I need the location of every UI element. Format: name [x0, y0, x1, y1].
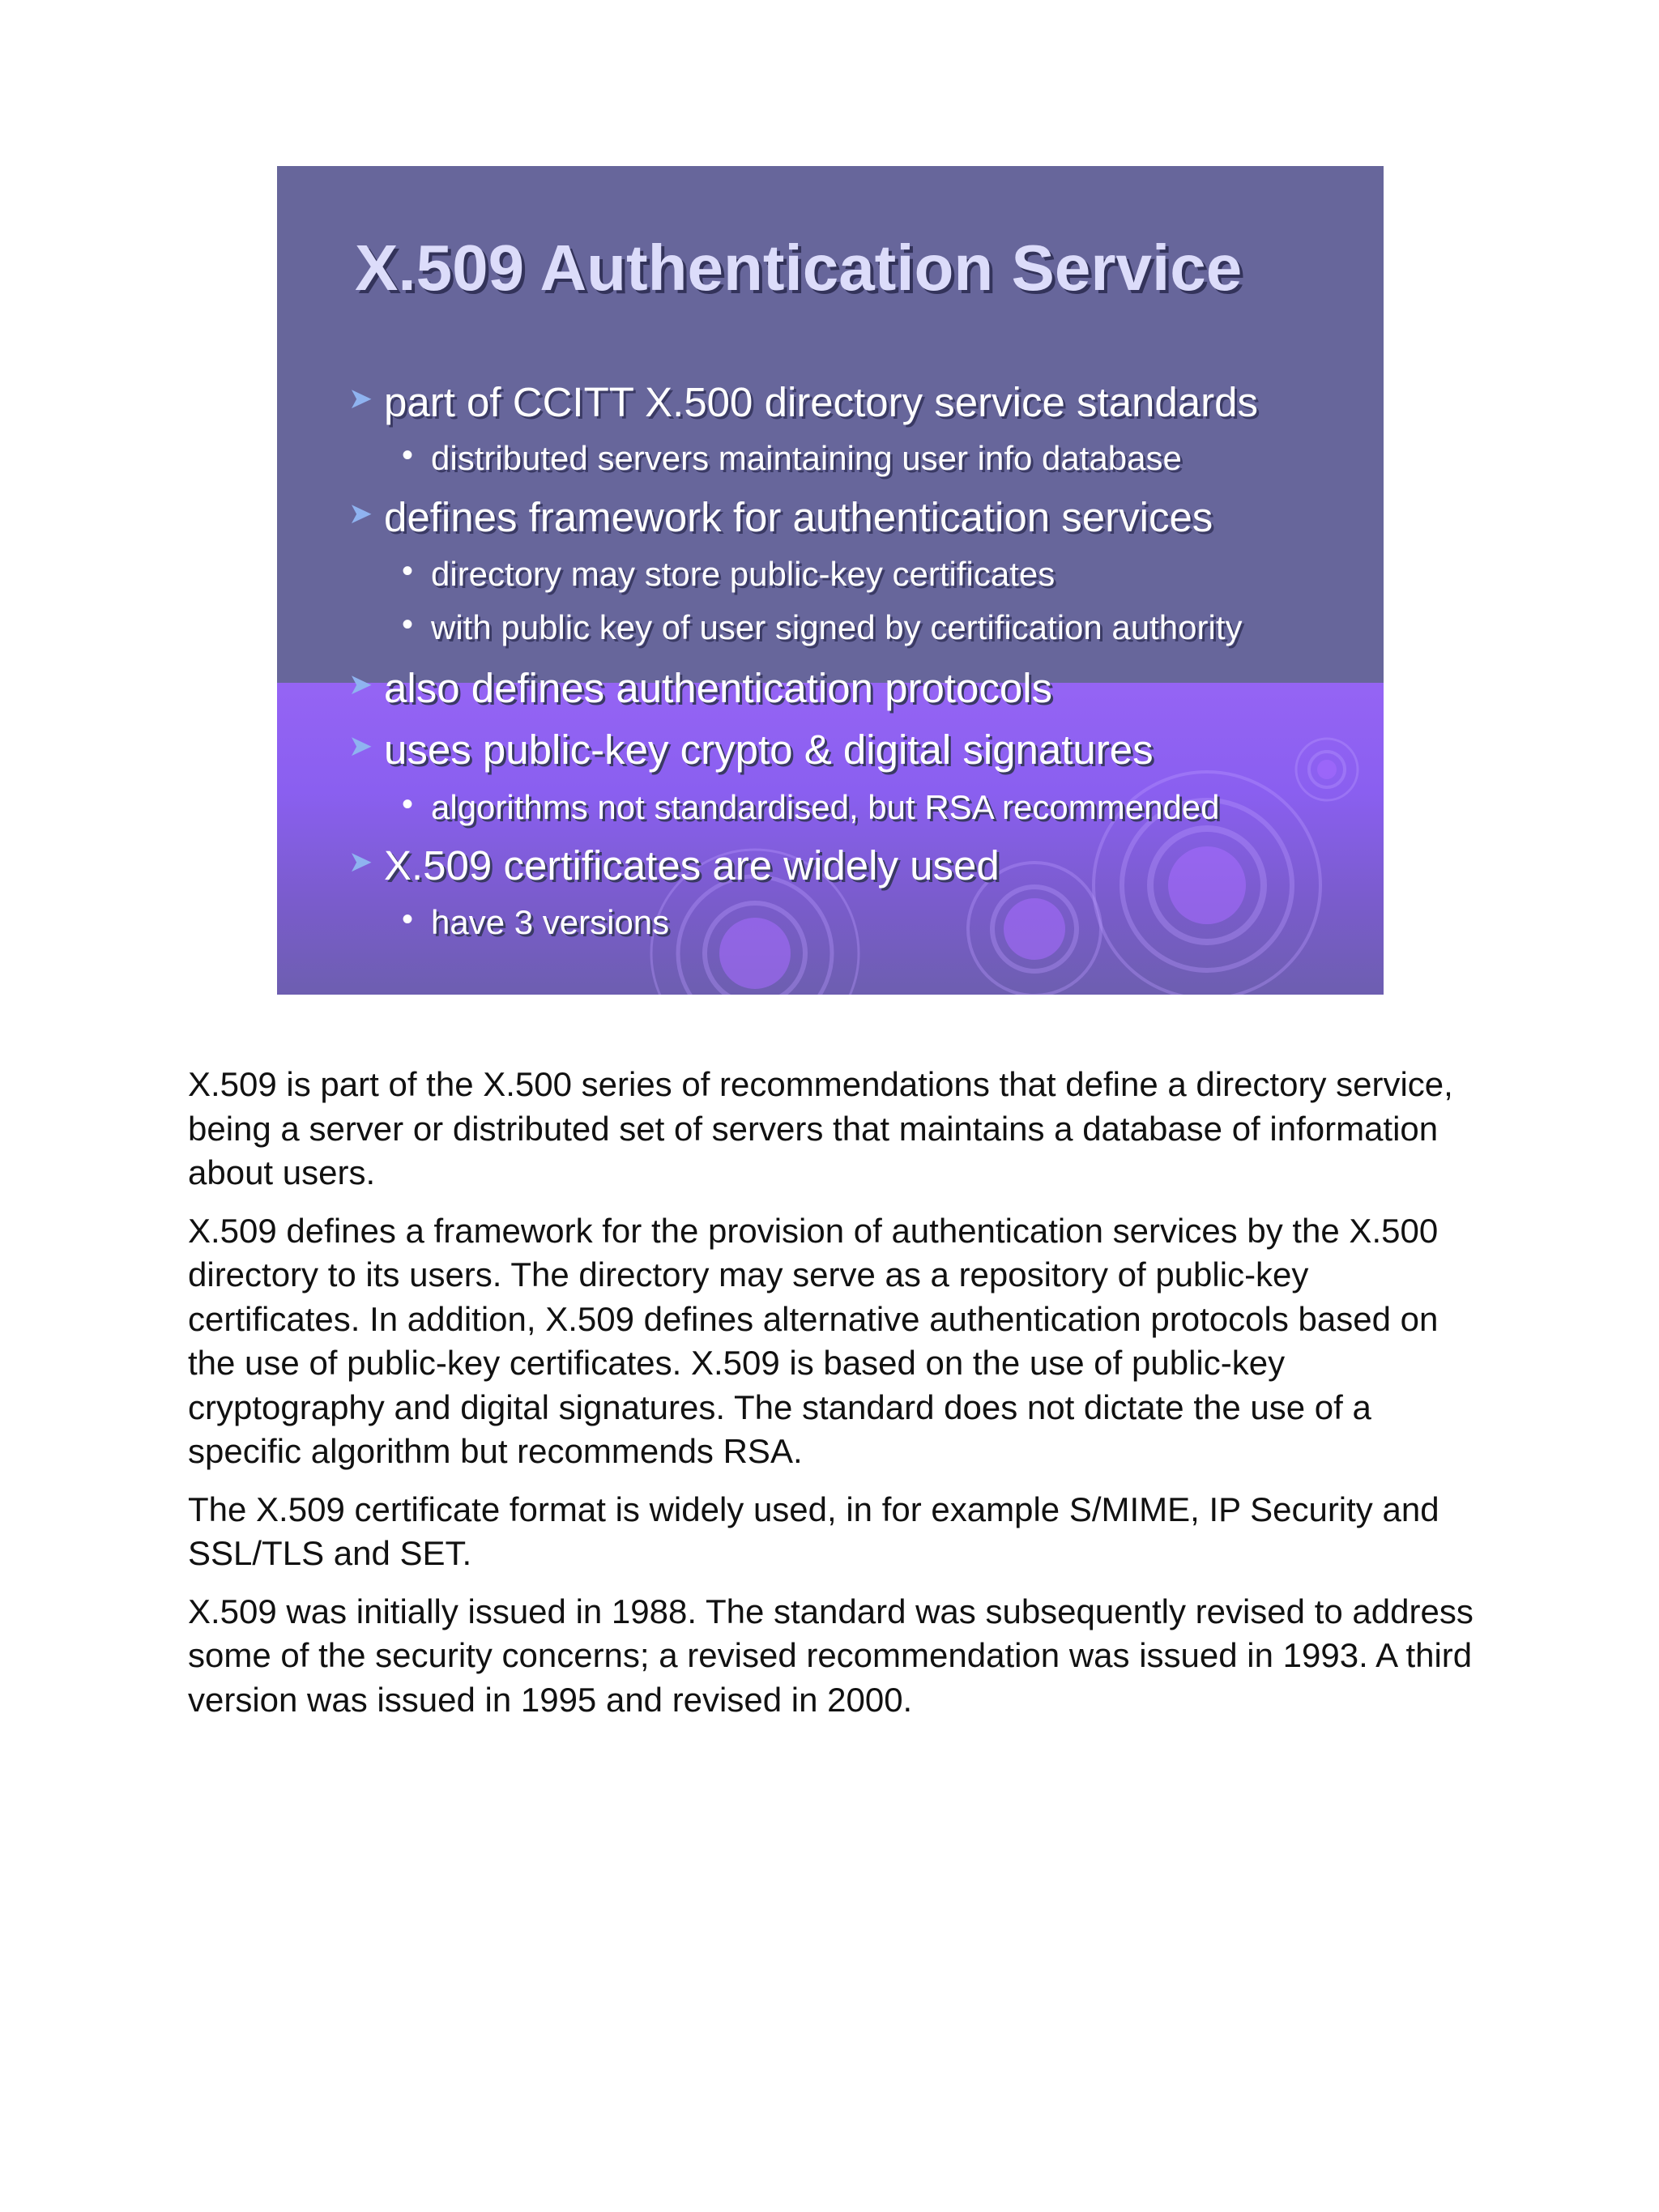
dot-bullet-icon: •: [402, 901, 414, 937]
bullet-text: part of CCITT X.500 directory service standards: [384, 379, 1258, 425]
bullet-text: uses public-key crypto & digital signatures: [384, 727, 1154, 773]
bullet-item: [348, 726, 1154, 774]
arrow-bullet-icon: ➤: [348, 381, 373, 415]
bullet-text: with public key of user signed by certification authority: [431, 608, 1243, 646]
dot-bullet-icon: •: [402, 786, 414, 822]
notes-paragraph: X.509 defines a framework for the provision of authentication services by the X.500 directory to its users. The directory may serve as a repository of public-key certificates. In addition, X.509 defines alternative authentication protocols based on the use of public-key certificates. X.509 is based on the use of public-key cryptography and digital signatures. The standard does not dictate the use of a specific algorithm but recommends RSA.: [188, 1211, 1439, 1470]
slide-image: [277, 166, 1384, 995]
slide-title: X.509 Authentication Service: [355, 232, 1243, 304]
sub-bullet-item: [402, 786, 1220, 827]
notes-paragraph: The X.509 certificate format is widely used, in for example S/MIME, IP Security and SSL/TLS and SET.: [188, 1490, 1439, 1572]
slide-bullet-list: [277, 166, 1384, 995]
arrow-bullet-icon: ➤: [348, 845, 373, 878]
sub-bullet-item: [402, 553, 1056, 594]
arrow-bullet-icon: ➤: [348, 729, 373, 762]
dot-bullet-icon: •: [402, 437, 414, 473]
dot-bullet-icon: •: [402, 553, 414, 589]
bullet-text: also defines authentication protocols: [384, 665, 1053, 711]
bullet-item: [348, 842, 1000, 889]
bullet-text: distributed servers maintaining user info database: [431, 439, 1182, 477]
bullet-item: [348, 493, 1213, 541]
notes-paragraph: X.509 is part of the X.500 series of recommendations that define a directory service, being a server or distributed set of servers that maintains a database of information about users.: [188, 1065, 1453, 1191]
sub-bullet-item: [402, 437, 1182, 478]
speaker-notes: [188, 1063, 1484, 1736]
bullet-text: directory may store public-key certificates: [431, 555, 1056, 593]
arrow-bullet-icon: ➤: [348, 667, 373, 701]
bullet-text: have 3 versions: [431, 903, 670, 941]
bullet-text: defines framework for authentication services: [384, 494, 1213, 540]
arrow-bullet-icon: ➤: [348, 497, 373, 530]
bullet-item: [348, 378, 1258, 426]
notes-paragraph: X.509 was initially issued in 1988. The standard was subsequently revised to address some of the security concerns; a revised recommendation was issued in 1993. A third version was issued in 1995 and revised in 2000.: [188, 1592, 1473, 1719]
sub-bullet-item: [402, 607, 1243, 647]
bullet-text: X.509 certificates are widely used: [384, 842, 1000, 889]
bullet-text: algorithms not standardised, but RSA recommended: [431, 788, 1220, 826]
dot-bullet-icon: •: [402, 607, 414, 642]
sub-bullet-item: [402, 901, 670, 942]
bullet-item: [348, 664, 1053, 712]
